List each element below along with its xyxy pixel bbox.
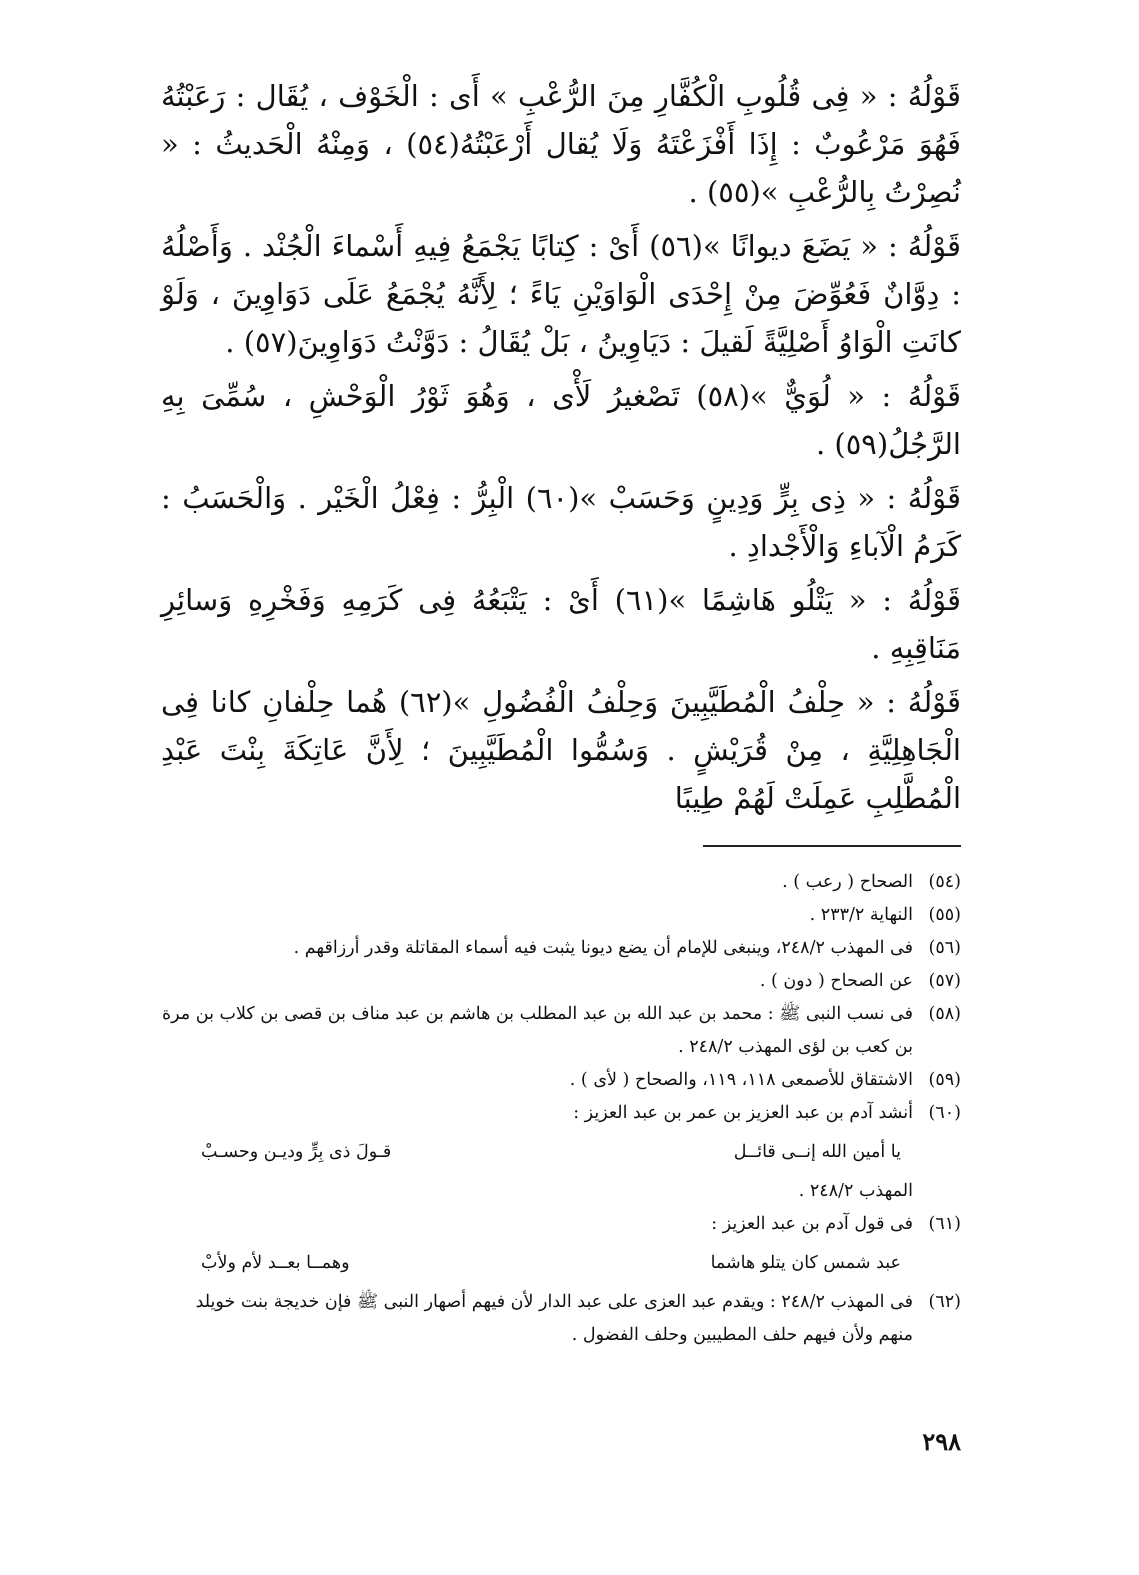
footnote-text: فى المهذب ٢٤٨/٢ : ويقدم عبد العزى على عبد الدار لأن فيهم أصهار النبى ﷺ فإن خديجة بنت خويلد منهم ولأن فيهم حلف المطيبين وحلف الفضول . <box>195 1292 913 1345</box>
footnote-number: (٦٠) <box>928 1103 961 1123</box>
verse-hemistich-right: يا أمين الله إنــى قائــل <box>733 1142 901 1162</box>
footnote-text: عن الصحاح ( دون ) . <box>759 971 913 991</box>
footnote-text: أنشد آدم بن عبد العزيز بن عمر بن عبد العزيز : <box>573 1103 913 1123</box>
footnote-55 <box>161 899 961 932</box>
paragraph: قَوْلُهُ : « لُوَيٌّ »(٥٨) تَصْغيرُ لَأْى ، وَهُوَ ثَوْرُ الْوَحْشِ ، سُمِّىَ بِهِ الرَّجُلُ(٥٩) . <box>161 379 961 461</box>
footnote-text: الصحاح ( رعب ) . <box>782 872 913 892</box>
footnote-text: فى قول آدم بن عبد العزيز : <box>711 1214 913 1234</box>
footnote-text: الاشتقاق للأصمعى ١١٨، ١١٩، والصحاح ( لأى ) . <box>569 1070 913 1090</box>
footnote-number: (٥٩) <box>928 1070 961 1090</box>
footnote-62 <box>161 1286 961 1352</box>
footnote-text: فى المهذب ٢٤٨/٢، وينبغى للإمام أن يضع ديونا يثبت فيه أسماء المقاتلة وقدر أرزاقهم . <box>293 938 913 958</box>
footnote-number: (٥٦) <box>928 938 961 958</box>
footnote-number: (٦٢) <box>928 1292 961 1312</box>
footnote-number: (٥٨) <box>928 1004 961 1024</box>
footnotes <box>161 866 961 1352</box>
paragraph: قَوْلُهُ : « فِى قُلُوبِ الْكُفَّارِ مِنَ الرُّعْبِ » أَى : الْخَوْف ، يُقَال : رَعَبْتُهُ فَهُوَ مَرْعُوبٌ : إِذَا أَفْزَعْتَهُ وَلَا يُقال أَرْعَبْتُهُ(٥٤) ، وَمِنْهُ الْحَديثُ : « نُصِرْتُ بِالرُّعْبِ »(٥٥) . <box>161 79 961 209</box>
footnote-60 <box>161 1097 961 1130</box>
footnote-61 <box>161 1208 961 1241</box>
paragraph: قَوْلُهُ : « ذِى بِرٍّ وَدِينٍ وَحَسَبْ »(٦٠) الْبِرُّ : فِعْلُ الْخَيْر . وَالْحَسَبُ : كَرَمُ الْآباءِ وَالْأَجْدادِ . <box>161 481 961 563</box>
page-number: ٢٩٨ <box>922 1427 961 1456</box>
footnote-54 <box>161 866 961 899</box>
main-text <box>161 72 961 828</box>
verse-hemistich-left: قـولَ ذى بِرٍّ وديـن وحسـبْ <box>201 1142 392 1162</box>
footnote-divider <box>703 845 961 847</box>
footnote-number: (٦١) <box>928 1214 961 1234</box>
footnote-text: فى نسب النبى ﷺ : محمد بن عبد الله بن عبد المطلب بن هاشم بن عبد مناف بن قصى بن كلاب بن مرة بن كعب بن لؤى المهذب ٢٤٨/٢ . <box>161 1004 913 1057</box>
verse-hemistich-left: وهمــا بعــد لأم ولأبْ <box>201 1253 350 1273</box>
footnote-57 <box>161 965 961 998</box>
footnote-number: (٥٥) <box>928 905 961 925</box>
footnote-number: (٥٧) <box>928 971 961 991</box>
footnote-58 <box>161 998 961 1064</box>
footnote-56 <box>161 932 961 965</box>
footnote-text: النهاية ٢٣٣/٢ . <box>809 905 913 925</box>
footnote-59 <box>161 1064 961 1097</box>
paragraph: قَوْلُهُ : « يَضَعَ ديوانًا »(٥٦) أَىْ : كِتابًا يَجْمَعُ فِيهِ أَسْماءَ الْجُنْد . وَأَصْلُهُ : دِوَّانٌ فَعُوِّضَ مِنْ إِحْدَى الْوَاوَيْنِ يَاءً ؛ لِأَنَّهُ يُجْمَعُ عَلَى دَوَاوِينَ ، وَلَوْ كانَتِ الْوَاوُ أَصْلِيَّةً لَقيلَ : دَيَاوِينُ ، بَلْ يُقَالُ : دَوَّنْتُ دَوَاوِينَ(٥٧) . <box>161 229 961 359</box>
paragraph: قَوْلُهُ : « يَتْلُو هَاشِمًا »(٦١) أَىْ : يَتْبَعُهُ فِى كَرَمِهِ وَفَخْرِهِ وَسائِرِ مَنَاقِبِهِ . <box>161 583 961 665</box>
footnote-number: (٥٤) <box>928 872 961 892</box>
paragraph: قَوْلُهُ : « حِلْفُ الْمُطَيَّبِينَ وَحِلْفُ الْفُضُولِ »(٦٢) هُما حِلْفانِ كانا فِى الْجَاهِلِيَّةِ ، مِنْ قُرَيْشٍ . وَسُمُّوا الْمُطَيَّبِينَ ؛ لِأَنَّ عَاتِكَةَ بِنْتَ عَبْدِ الْمُطَّلِبِ عَمِلَتْ لَهُمْ طِيبًا <box>161 685 961 815</box>
verse-source: المهذب ٢٤٨/٢ . <box>798 1181 913 1201</box>
verse-hemistich-right: عبد شمس كان يتلو هاشما <box>710 1253 901 1273</box>
verse-line <box>161 1247 961 1280</box>
verse-line <box>161 1136 961 1169</box>
